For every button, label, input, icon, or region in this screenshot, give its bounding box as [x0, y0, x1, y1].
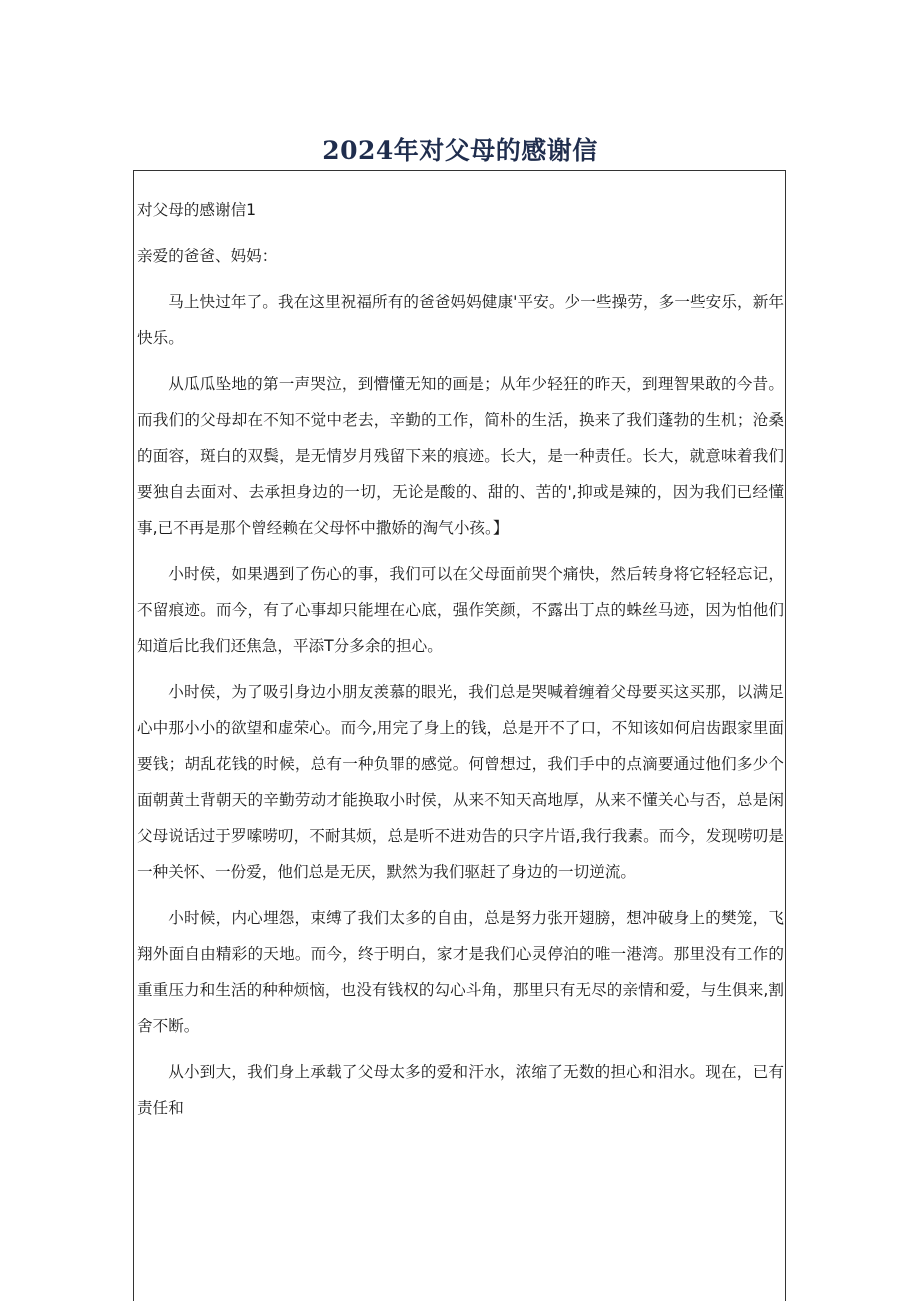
section-heading: 对父母的感谢信1: [137, 201, 257, 219]
paragraph-1: 马上快过年了。我在这里祝福所有的爸爸妈妈健康'平安。少一些操劳，多一些安乐，新年快乐。: [137, 293, 784, 347]
salutation: 亲爱的爸爸、妈妈：: [137, 247, 278, 265]
paragraph-6: 从小到大，我们身上承载了父母太多的爱和汗水，浓缩了无数的担心和泪水。现在，已有责任和: [137, 1063, 784, 1117]
document-body: [137, 192, 784, 1136]
paragraph-2: 从瓜瓜坠地的第一声哭泣，到懵懂无知的画是；从年少轻狂的昨天，到理智果敢的今昔。而我们的父母却在不知不觉中老去，辛勤的工作，简朴的生活，换来了我们蓬勃的生机；沧桑的面容，斑白的双鬓，是无情岁月残留下来的痕迹。长大，是一种责任。长大，就意味着我们要独自去面对、去承担身边的一切，无论是酸的、甜的、苦的',抑或是辣的，因为我们已经懂事,已不再是那个曾经赖在父母怀中撒娇的淘气小孩。】: [137, 375, 784, 537]
paragraph-3: 小时侯，如果遇到了伤心的事，我们可以在父母面前哭个痛快，然后转身将它轻轻忘记，不留痕迹。而今，有了心事却只能埋在心底，强作笑颜，不露出丁点的蛛丝马迹，因为怕他们知道后比我们还焦急，平添T分多余的担心。: [137, 565, 784, 655]
document-title: 2024年对父母的感谢信: [322, 135, 598, 165]
paragraph-5: 小时候，内心埋怨，束缚了我们太多的自由，总是努力张开翅膀，想冲破身上的樊笼，飞翔外面自由精彩的天地。而今，终于明白，家才是我们心灵停泊的唯一港湾。那里没有工作的重重压力和生活的种种烦恼，也没有钱权的勾心斗角，那里只有无尽的亲情和爱，与生俱来,割舍不断。: [137, 909, 784, 1035]
paragraph-4: 小时侯，为了吸引身边小朋友羡慕的眼光，我们总是哭喊着缠着父母要买这买那，以满足心中那小小的欲望和虚荣心。而今,用完了身上的钱，总是开不了口，不知该如何启齿跟家里面要钱；胡乱花钱的时候，总有一种负罪的感觉。何曾想过，我们手中的点滴要通过他们多少个面朝黄土背朝天的辛勤劳动才能换取小时侯，从来不知天高地厚，从来不懂关心与否，总是闲父母说话过于罗嗦唠叨，不耐其烦，总是听不进劝告的只字片语,我行我素。而今，发现唠叨是一种关怀、一份爱，他们总是无厌，默然为我们驱赶了身边的一切逆流。: [137, 683, 784, 881]
